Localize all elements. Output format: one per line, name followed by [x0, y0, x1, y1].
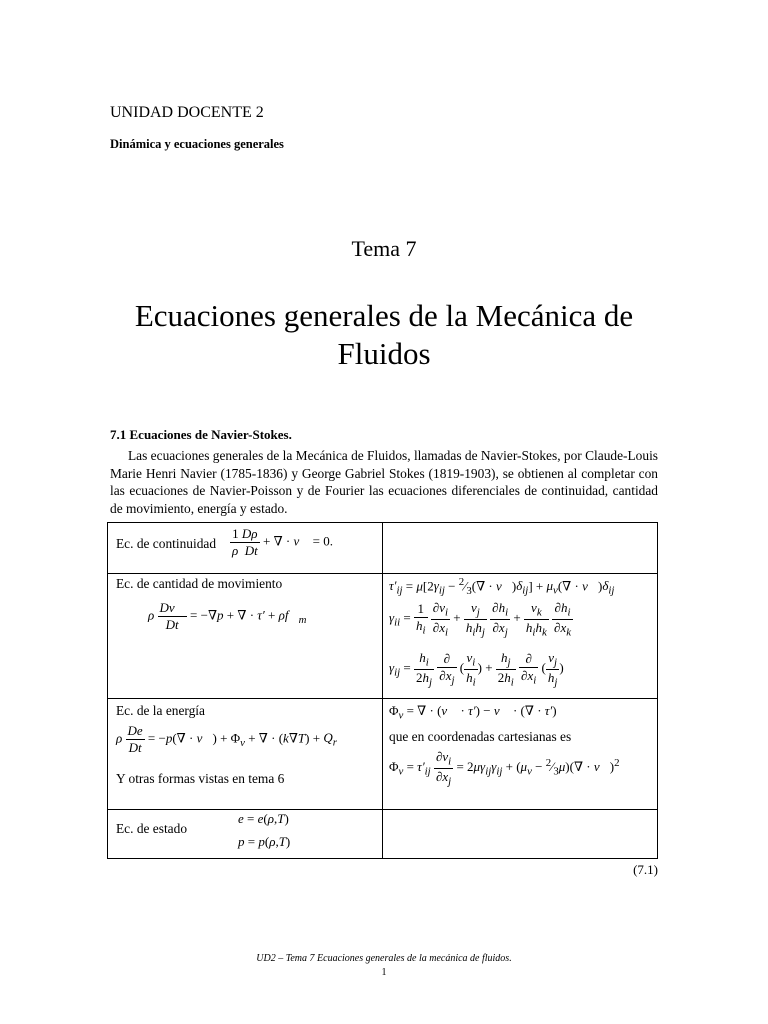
eq-strain-ii: $\gamma_{ii}$ = $\frac{1}{h_i}$ $\frac{\partial v_i}{\partial x_i}$ + $\frac{v_j}{h_ih_j}$ $\frac{\partial h_i}{\partial x_j}$ + $\frac{v_k}{h_ih_k}$ $\frac{\partial h_i}{\partial x_k}$	[389, 600, 572, 639]
row-momentum	[108, 574, 658, 699]
label-energy-note: Y otras formas vistas en tema 6	[116, 771, 285, 786]
chapter-title-line-2: Fluidos	[337, 336, 431, 371]
eq-dissipation: $\Phi_v$ = ∇ · (v⃗ · τ′) − v⃗ · (∇ · τ′)	[389, 703, 557, 722]
cell-state-left	[108, 810, 383, 859]
row-energy	[108, 699, 658, 810]
eq-continuity: $\frac{1 D\rho}{\text{ρ Dt}}$ + ∇ · v⃗ = 0.	[232, 526, 333, 558]
unit-heading: UNIDAD DOCENTE 2	[110, 104, 264, 121]
section-heading: 7.1 Ecuaciones de Navier-Stokes.	[110, 427, 292, 442]
chapter-title	[90, 297, 678, 373]
eq-dissipation-cartesian: $\Phi_v = \tau'_{ij}$ $\frac{\partial v_i}{\partial x_j}$ = $2\mu\gamma_{ij}\gamma_{ij} + (\mu_v$ − $^2⁄_3\mu)(\nabla$ · v⃗)$^2$	[389, 749, 620, 788]
eq-strain-ij: $\gamma_{ij}$ = $\frac{h_i}{2h_j}$ $\frac{\partial}{\partial x_j}$ ( $\frac{v_i}{h_i}$ ) + $\frac{h_j}{2h_i}$ $\frac{\partial}{\partial x_i}$ ( $\frac{v_j}{h_j}$ )	[389, 650, 564, 689]
label-state: Ec. de estado	[116, 821, 188, 836]
equations-table	[107, 522, 658, 859]
unit-subheading: Dinámica y ecuaciones generales	[110, 137, 284, 151]
cell-state-right	[383, 810, 658, 859]
label-cartesian-note: que en coordenadas cartesianas es	[389, 729, 572, 744]
chapter-number: Tema 7	[351, 236, 417, 261]
page-number: 1	[381, 967, 387, 978]
label-momentum: Ec. de cantidad de movimiento	[116, 576, 283, 591]
eq-state-pressure: p = p(ρ,T)	[238, 834, 291, 849]
cell-momentum-left	[108, 574, 383, 699]
eq-stress-tensor: $\tau'_{ij} = \mu[2\gamma_{ij}$ − $^2⁄_3(\nabla$ · $v⃗)\delta_{ij}] + \mu_v(\nabla$ · $v⃗)\delta_{ij}$	[389, 576, 615, 597]
eq-momentum: ρ $\frac{Dv⃗}{Dt}$ = −∇p + ∇ · $\tau' + \rho f⃗_m$	[148, 600, 307, 632]
label-continuity: Ec. de continuidad	[116, 536, 217, 551]
section-paragraph: Las ecuaciones generales de la Mecánica de Fluidos, llamadas de Navier-Stokes, por Claude-Louis Marie Henri Navier (1785-1836) y George Gabriel Stokes (1819-1903), se obtienen al completar con las ecuaciones de Navier-Poisson y de Fourier las ecuaciones diferenciales de continuidad, cantidad de movimiento, energía y estado.	[110, 448, 658, 516]
row-state	[108, 810, 658, 859]
cell-continuity-left	[108, 523, 383, 574]
row-continuity	[108, 523, 658, 574]
cell-energy-left	[108, 699, 383, 810]
equation-number: (7.1)	[633, 862, 658, 877]
cell-energy-right	[383, 699, 658, 810]
label-energy: Ec. de la energía	[116, 703, 205, 718]
eq-state-energy: e = e(ρ,T)	[238, 811, 289, 826]
cell-continuity-right	[383, 523, 658, 574]
eq-energy: ρ $\frac{De}{Dt}$ = −p(∇ · v⃗) + $\Phi_v$ + ∇ · $(k\nabla T) + Q_r$	[116, 723, 337, 755]
chapter-title-line-1: Ecuaciones generales de la Mecánica de	[134, 298, 634, 333]
cell-momentum-right	[383, 574, 658, 699]
page-footer: UD2 – Tema 7 Ecuaciones generales de la mecánica de fluidos.	[256, 953, 512, 964]
